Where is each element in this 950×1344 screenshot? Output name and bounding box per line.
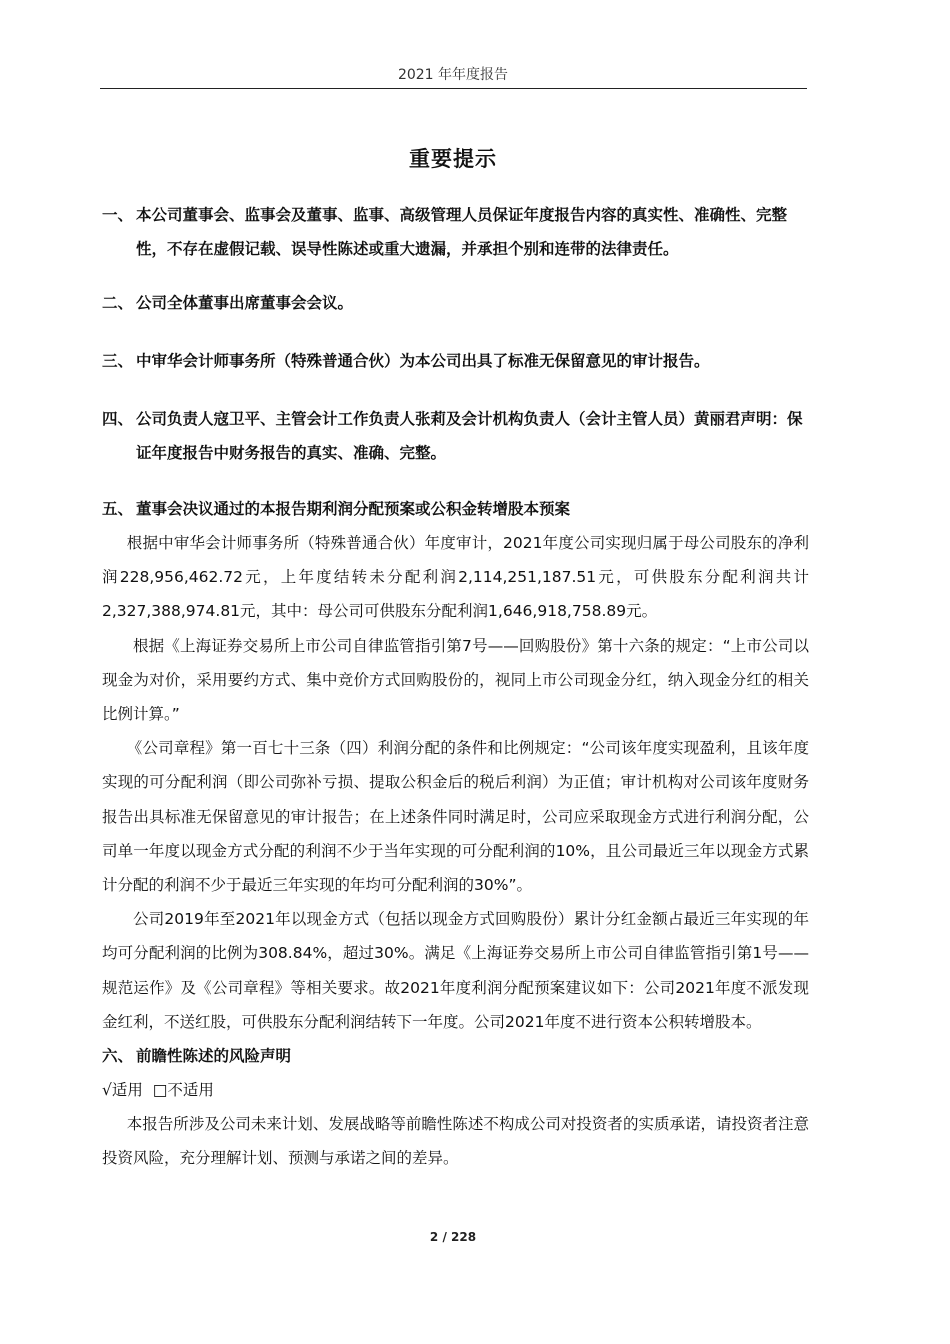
page-number: 2 / 228 [429,1230,477,1244]
paragraph-buyback-rule: 根据《上海证券交易所上市公司自律监管指引第7号——回购股份》第十六条的规定：“上市公司以现金为对价，采用要约方式、集中竞价方式回购股份的，视同上市公司现金分红，纳入现金分红的相关比例计算。” [102,636,809,724]
paragraph-articles: 《公司章程》第一百七十三条（四）利润分配的条件和比例规定：“公司该年度实现盈利，且该年度实现的可分配利润（即公司弥补亏损、提取公积金后的税后利润）为正值；审计机构对公司该年度财务报告出具标准无保留意见的审计报告；在上述条件同时满足时，公司应采取现金方式进行利润分配，公司单一年度以现金方式分配的利润不少于当年实现的可分配利润的10%，且公司最近三年以现金方式累计分配的利润不少于最近三年实现的年均可分配利润的30%”。 [102,739,809,895]
section-number: 五、 [102,500,134,518]
section-4 [102,402,809,470]
section-title: 董事会决议通过的本报告期利润分配预案或公积金转增股本预案 [136,500,571,518]
section-number: 六、 [102,1047,134,1066]
section-title: 前瞻性陈述的风险声明 [136,1047,292,1066]
running-header: 2021 年年度报告 [397,67,509,83]
not-applicable-box: □不适用 [152,1081,214,1100]
section-5 [102,492,809,1175]
header-divider [100,88,807,89]
section-text: 本公司董事会、监事会及董事、监事、高级管理人员保证年度报告内容的真实性、准确性、完整性，不存在虚假记载、误导性陈述或重大遗漏，并承担个别和连带的法律责任。 [136,206,788,258]
section-text: 中审华会计师事务所（特殊普通合伙）为本公司出具了标准无保留意见的审计报告。 [136,352,710,370]
section-number: 三、 [102,352,134,370]
paragraph-net-profit: 根据中审华会计师事务所（特殊普通合伙）年度审计，2021年度公司实现归属于母公司股东的净利润228,956,462.72元，上年度结转未分配利润2,114,251,187.51元，可供股东分配利润共计2,327,388,974.81元，其中：母公司可供股东分配利润1,646,918,758.89元。 [102,534,809,621]
section-3 [102,344,809,378]
paragraph-forward-looking: 本报告所涉及公司未来计划、发展战略等前瞻性陈述不构成公司对投资者的实质承诺，请投资者注意投资风险，充分理解计划、预测与承诺之间的差异。 [102,1115,809,1168]
section-number: 一、 [102,206,134,224]
section-text: 公司全体董事出席董事会会议。 [136,294,354,312]
section-text: 公司负责人寇卫平、主管会计工作负责人张莉及会计机构负责人（会计主管人员）黄丽君声明：保证年度报告中财务报告的真实、准确、完整。 [136,410,803,462]
section-2 [102,286,809,320]
section-1 [102,198,809,266]
paragraph-distribution-plan: 公司2019年至2021年以现金方式（包括以现金方式回购股份）累计分红金额占最近三年实现的年均可分配利润的比例为308.84%，超过30%。满足《上海证券交易所上市公司自律监管指引第1号——规范运作》及《公司章程》等相关要求。故2021年度利润分配预案建议如下：公司2021年度不派发现金红利，不送红股，可供股东分配利润结转下一年度。公司2021年度不进行资本公积转增股本。 [102,910,809,1031]
section-number: 四、 [102,410,134,428]
applicability-options [102,1073,809,1107]
applicable-checked: √适用 [102,1081,143,1100]
section-number: 二、 [102,294,134,312]
page-title: 重要提示 [409,147,497,171]
